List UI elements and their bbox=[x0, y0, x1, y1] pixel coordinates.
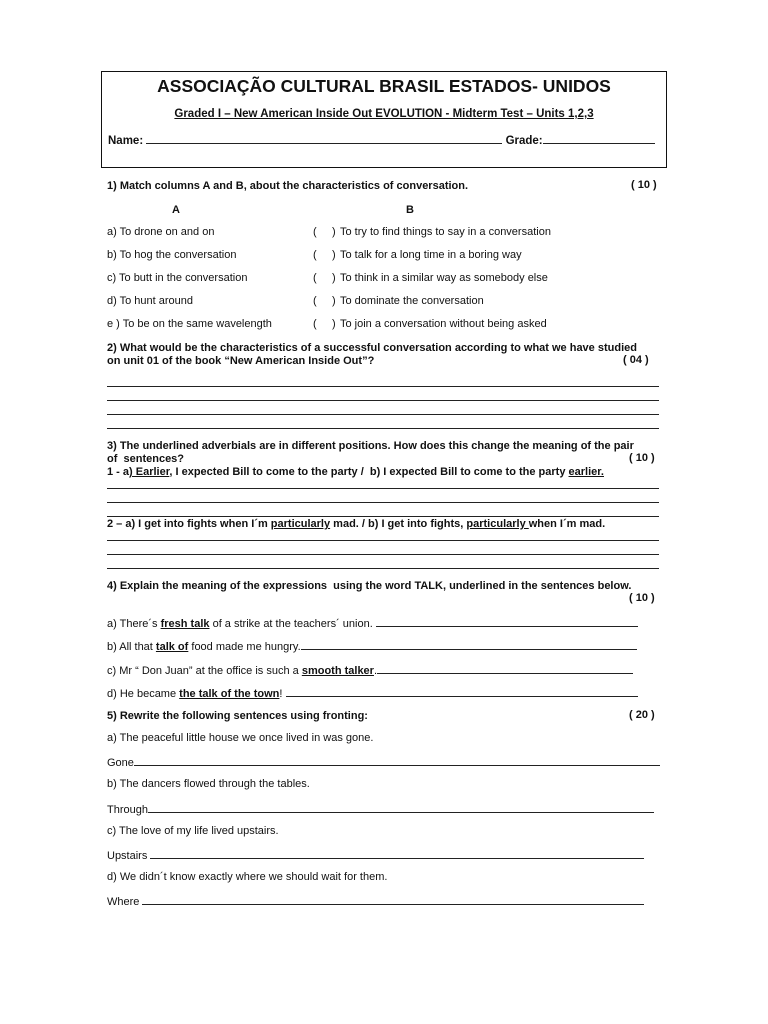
q1-left-item: b) To hog the conversation bbox=[107, 249, 237, 261]
q3-s1-middle: , I expected Bill to come to the party / b) I expected Bill to come to the party bbox=[169, 466, 569, 478]
q4-item-underlined: smooth talker bbox=[301, 665, 374, 677]
answer-line[interactable] bbox=[107, 386, 659, 387]
q4-item-underlined: talk of bbox=[155, 641, 189, 653]
q4-item-pre: a) There´s bbox=[107, 618, 161, 630]
q4-item-pre: c) Mr “ Don Juan” at the office is such a bbox=[107, 665, 302, 677]
q1-prompt: 1) Match columns A and B, about the characteristics of conversation. bbox=[107, 180, 469, 192]
q5-sentence: b) The dancers flowed through the tables. bbox=[107, 778, 310, 790]
answer-line[interactable] bbox=[107, 488, 659, 489]
q1-points: ( 10 ) bbox=[631, 179, 657, 191]
q3-s2-suffix: when I´m mad. bbox=[528, 518, 606, 530]
q1-right-item: To think in a similar way as somebody else bbox=[340, 272, 548, 284]
q5-answer-blank[interactable] bbox=[134, 754, 660, 766]
q4-answer-blank[interactable] bbox=[286, 685, 638, 697]
q1-left-item: c) To butt in the conversation bbox=[107, 272, 248, 284]
q3-prompt-line2: of sentences? bbox=[107, 453, 185, 465]
q3-s2-underlined-1: particularly bbox=[270, 518, 331, 530]
q4-item-post: of a strike at the teachers´ union. bbox=[209, 618, 376, 630]
test-subtitle: Graded I – New American Inside Out EVOLUTION - Midterm Test – Units 1,2,3 bbox=[174, 108, 594, 120]
q1-answer-paren[interactable]: ( ) bbox=[313, 226, 336, 238]
q1-right-item: To try to find things to say in a conversation bbox=[340, 226, 551, 238]
q4-item-post: . bbox=[373, 665, 378, 677]
q1-left-item: e ) To be on the same wavelength bbox=[107, 318, 272, 330]
name-blank[interactable] bbox=[146, 132, 502, 144]
q5-start-word: Upstairs bbox=[107, 850, 151, 862]
q5-answer-blank[interactable] bbox=[150, 847, 644, 859]
q1-answer-paren[interactable]: ( ) bbox=[313, 318, 336, 330]
q1-answer-paren[interactable]: ( ) bbox=[313, 272, 336, 284]
q2-prompt-line2: on unit 01 of the book “New American Inside Out”? bbox=[107, 355, 375, 367]
q4-answer-blank[interactable] bbox=[377, 662, 633, 674]
q3-s1-underlined-2: earlier. bbox=[568, 466, 604, 478]
q3-points: ( 10 ) bbox=[629, 452, 655, 464]
q4-item-underlined: fresh talk bbox=[160, 618, 210, 630]
q3-s1-underlined-1: ) Earlier bbox=[129, 466, 170, 478]
q1-right-item: To dominate the conversation bbox=[340, 295, 484, 307]
q5-sentence: a) The peaceful little house we once lived in was gone. bbox=[107, 732, 374, 744]
q3-prompt-line1: 3) The underlined adverbials are in different positions. How does this change the meaning of the pair bbox=[107, 440, 634, 452]
header-box bbox=[101, 71, 667, 168]
q5-start-word: Where bbox=[107, 896, 143, 908]
q4-item-a bbox=[107, 615, 638, 631]
q4-item-pre: d) He became bbox=[107, 688, 180, 700]
answer-line[interactable] bbox=[107, 540, 659, 541]
q4-prompt: 4) Explain the meaning of the expressions using the word TALK, underlined in the sentences below. bbox=[107, 580, 632, 592]
q3-s1-prefix: 1 - a bbox=[107, 466, 130, 478]
answer-line[interactable] bbox=[107, 428, 659, 429]
q1-left-item: a) To drone on and on bbox=[107, 226, 215, 238]
q3-sentence-2 bbox=[107, 517, 605, 531]
q3-s2-middle: mad. / b) I get into fights, bbox=[330, 518, 467, 530]
q4-item-post: food made me hungry. bbox=[188, 641, 301, 653]
answer-line[interactable] bbox=[107, 414, 659, 415]
q4-item-pre: b) All that bbox=[107, 641, 156, 653]
q5-sentence: c) The love of my life lived upstairs. bbox=[107, 825, 279, 837]
q5-answer-blank[interactable] bbox=[148, 801, 654, 813]
q2-prompt-line1: 2) What would be the characteristics of a successful conversation according to what we have studied bbox=[107, 342, 637, 354]
q1-column-b-header: B bbox=[406, 204, 414, 216]
q1-left-item: d) To hunt around bbox=[107, 295, 194, 307]
grade-label: Grade: bbox=[505, 135, 543, 147]
q3-sentence-1 bbox=[107, 465, 604, 479]
q1-answer-paren[interactable]: ( ) bbox=[313, 295, 336, 307]
q4-item-underlined: the talk of the town bbox=[179, 688, 280, 700]
q5-rewrite-line[interactable] bbox=[107, 847, 644, 863]
q5-rewrite-line[interactable] bbox=[107, 801, 654, 817]
q4-item-d bbox=[107, 685, 638, 701]
q3-s2-prefix: 2 – a) I get into fights when I´m bbox=[107, 518, 271, 530]
q4-answer-blank[interactable] bbox=[301, 638, 637, 650]
q1-answer-paren[interactable]: ( ) bbox=[313, 249, 336, 261]
q4-item-c bbox=[107, 662, 633, 678]
q5-prompt: 5) Rewrite the following sentences using fronting: bbox=[107, 710, 368, 722]
q1-column-a-header: A bbox=[172, 204, 180, 216]
answer-line[interactable] bbox=[107, 568, 659, 569]
q5-points: ( 20 ) bbox=[629, 709, 655, 721]
q2-points: ( 04 ) bbox=[623, 354, 649, 366]
q5-sentence: d) We didn´t know exactly where we should wait for them. bbox=[107, 871, 388, 883]
q5-rewrite-line[interactable] bbox=[107, 754, 660, 770]
name-grade-row bbox=[108, 132, 655, 147]
school-title: ASSOCIAÇÃO CULTURAL BRASIL ESTADOS- UNIDOS bbox=[157, 76, 611, 96]
q5-start-word: Through bbox=[107, 804, 148, 816]
q4-answer-blank[interactable] bbox=[376, 615, 638, 627]
answer-line[interactable] bbox=[107, 400, 659, 401]
q3-s2-underlined-2: particularly bbox=[466, 518, 529, 530]
grade-blank[interactable] bbox=[543, 132, 655, 144]
answer-line[interactable] bbox=[107, 554, 659, 555]
q4-item-post: ! bbox=[279, 688, 286, 700]
q4-item-b bbox=[107, 638, 637, 654]
q5-rewrite-line[interactable] bbox=[107, 893, 644, 909]
q1-right-item: To join a conversation without being asked bbox=[340, 318, 547, 330]
q4-points: ( 10 ) bbox=[629, 592, 655, 604]
q1-right-item: To talk for a long time in a boring way bbox=[340, 249, 522, 261]
answer-line[interactable] bbox=[107, 502, 659, 503]
q5-answer-blank[interactable] bbox=[142, 893, 644, 905]
name-label: Name: bbox=[108, 135, 144, 147]
q5-start-word: Gone bbox=[107, 757, 134, 769]
